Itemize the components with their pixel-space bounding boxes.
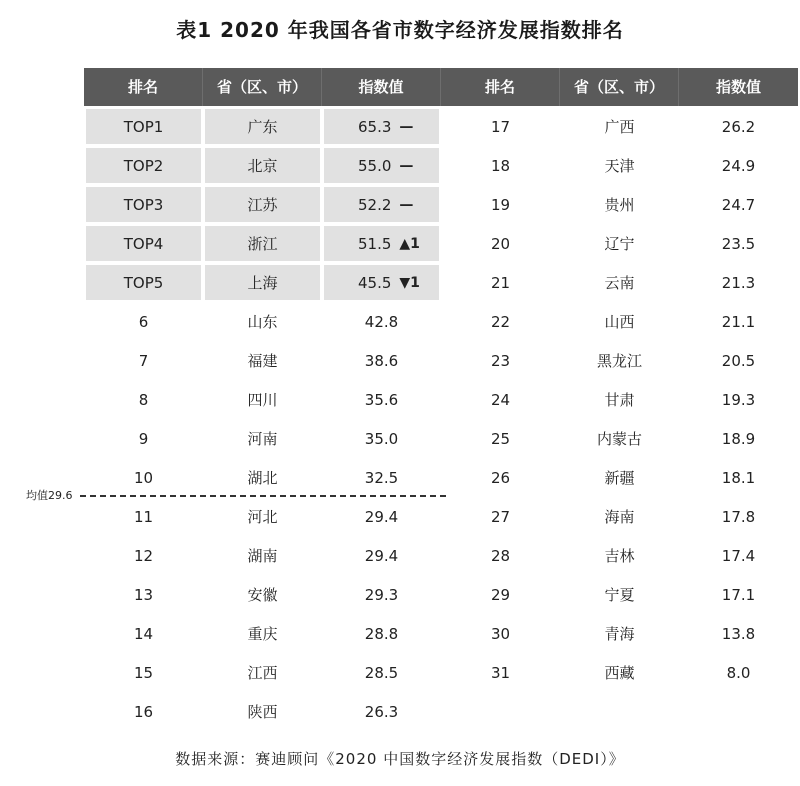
rank-cell: 8 — [138, 390, 149, 409]
province-cell: 黑龙江 — [596, 352, 642, 370]
table-row — [441, 497, 798, 536]
province-cell: 广西 — [604, 118, 635, 136]
index-value-cell — [679, 575, 798, 614]
province-cell: 陕西 — [247, 703, 278, 721]
mean-dashed-line — [80, 495, 446, 497]
province-cell: 海南 — [604, 508, 635, 526]
table-row — [84, 146, 441, 185]
province-cell: 河南 — [247, 430, 278, 448]
rank-cell: 21 — [490, 273, 511, 292]
province-cell: 广东 — [203, 107, 322, 146]
rank-cell: 10 — [133, 468, 154, 487]
rank-cell: 15 — [133, 663, 154, 682]
table-row — [441, 419, 798, 458]
index-value: 17.1 — [721, 585, 756, 604]
index-value: 17.8 — [721, 507, 756, 526]
province-cell: 内蒙古 — [596, 430, 642, 448]
table-row — [84, 614, 441, 653]
index-value-cell — [322, 224, 441, 263]
table-row — [84, 107, 441, 146]
index-value-cell — [322, 185, 441, 224]
index-value-cell — [679, 653, 798, 692]
index-value: 19.3 — [721, 390, 756, 409]
table-row — [441, 107, 798, 146]
index-value: 24.9 — [721, 156, 756, 175]
table-header — [84, 68, 798, 106]
index-value-cell — [679, 614, 798, 653]
rank-cell: 27 — [490, 507, 511, 526]
rank-cell: 30 — [490, 624, 511, 643]
index-value: 29.4 — [364, 507, 399, 526]
header-province: 省（区、市） — [203, 68, 322, 106]
table-row — [441, 224, 798, 263]
index-value-cell — [322, 146, 441, 185]
index-value: 42.8 — [364, 312, 399, 331]
table-row — [84, 224, 441, 263]
index-value-cell — [679, 536, 798, 575]
index-value-cell — [322, 302, 441, 341]
trend-marker: ▲1 — [399, 235, 420, 252]
header-rank: 排名 — [84, 68, 203, 106]
rank-cell: 13 — [133, 585, 154, 604]
province-cell: 浙江 — [203, 224, 322, 263]
index-value-cell — [322, 380, 441, 419]
table-row — [441, 146, 798, 185]
table-row — [84, 458, 441, 497]
index-value: 23.5 — [721, 234, 756, 253]
index-value-cell — [679, 458, 798, 497]
rank-cell: 31 — [490, 663, 511, 682]
table-row — [84, 419, 441, 458]
index-value: 29.3 — [364, 585, 399, 604]
left-table-body — [84, 107, 441, 731]
index-value: 17.4 — [721, 546, 756, 565]
rank-cell: 18 — [490, 156, 511, 175]
index-value-cell — [322, 653, 441, 692]
province-cell: 宁夏 — [604, 586, 635, 604]
rank-cell: TOP2 — [84, 146, 203, 185]
rank-cell: TOP5 — [84, 263, 203, 302]
province-cell: 福建 — [247, 352, 278, 370]
table-row — [84, 497, 441, 536]
index-value: 13.8 — [721, 624, 756, 643]
table-row — [84, 575, 441, 614]
province-cell: 上海 — [203, 263, 322, 302]
index-value: 32.5 — [364, 468, 399, 487]
mean-label: 均值29.6 — [26, 489, 73, 502]
rank-cell: TOP3 — [84, 185, 203, 224]
index-value: 26.3 — [364, 702, 399, 721]
rank-cell: 26 — [490, 468, 511, 487]
index-value-cell — [679, 380, 798, 419]
index-value-cell — [679, 107, 798, 146]
province-cell: 吉林 — [604, 547, 635, 565]
province-cell: 贵州 — [604, 196, 635, 214]
table-row — [441, 341, 798, 380]
rank-cell: 22 — [490, 312, 511, 331]
index-value-cell — [322, 497, 441, 536]
table-row — [441, 458, 798, 497]
table-row — [441, 575, 798, 614]
header-province: 省（区、市） — [560, 68, 679, 106]
index-value-cell — [322, 614, 441, 653]
table-row — [441, 653, 798, 692]
index-value-cell — [679, 146, 798, 185]
table-row — [441, 614, 798, 653]
trend-marker: — — [399, 157, 414, 174]
province-cell: 重庆 — [247, 625, 278, 643]
province-cell: 天津 — [604, 157, 635, 175]
index-value: 18.9 — [721, 429, 756, 448]
index-value-cell — [679, 341, 798, 380]
header-index-value: 指数值 — [322, 68, 441, 106]
index-value: 28.5 — [364, 663, 399, 682]
table-row — [84, 263, 441, 302]
index-value-cell — [679, 185, 798, 224]
province-cell: 山西 — [604, 313, 635, 331]
province-cell: 江苏 — [203, 185, 322, 224]
rank-cell: 29 — [490, 585, 511, 604]
index-value: 18.1 — [721, 468, 756, 487]
province-cell: 安徽 — [247, 586, 278, 604]
table-row — [84, 536, 441, 575]
province-cell: 青海 — [604, 625, 635, 643]
table-row — [441, 302, 798, 341]
rank-cell: 19 — [490, 195, 511, 214]
index-value-cell — [679, 302, 798, 341]
province-cell: 西藏 — [604, 664, 635, 682]
index-value-cell — [322, 263, 441, 302]
province-cell: 辽宁 — [604, 235, 635, 253]
rank-cell: 20 — [490, 234, 511, 253]
table-title: 表1 2020 年我国各省市数字经济发展指数排名 — [176, 18, 624, 42]
index-value-cell — [679, 419, 798, 458]
index-value-cell — [679, 224, 798, 263]
table-row — [441, 185, 798, 224]
rank-cell: 6 — [138, 312, 149, 331]
index-value-cell — [679, 263, 798, 302]
table-row — [441, 380, 798, 419]
province-cell: 江西 — [247, 664, 278, 682]
index-value: 51.5 — [358, 234, 392, 253]
right-table-body — [441, 107, 798, 692]
rank-cell: 11 — [133, 507, 154, 526]
rank-cell: 25 — [490, 429, 511, 448]
index-value: 28.8 — [364, 624, 399, 643]
trend-marker: — — [399, 118, 414, 135]
index-value: 26.2 — [721, 117, 756, 136]
index-value-cell — [322, 458, 441, 497]
table-row — [84, 302, 441, 341]
index-value: 45.5 — [358, 273, 392, 292]
index-value-cell — [322, 107, 441, 146]
index-value-cell — [679, 497, 798, 536]
index-value: 65.3 — [358, 117, 392, 136]
table-row — [84, 653, 441, 692]
province-cell: 四川 — [247, 391, 278, 409]
province-cell: 甘肃 — [604, 391, 635, 409]
table-row — [441, 263, 798, 302]
index-value: 8.0 — [726, 663, 751, 682]
table-row — [84, 341, 441, 380]
rank-cell: 9 — [138, 429, 149, 448]
province-cell: 河北 — [247, 508, 278, 526]
province-cell: 云南 — [604, 274, 635, 292]
table-row — [84, 692, 441, 731]
table-row — [84, 380, 441, 419]
index-value: 21.3 — [721, 273, 756, 292]
rank-cell: 16 — [133, 702, 154, 721]
index-value: 35.0 — [364, 429, 399, 448]
trend-marker: — — [399, 196, 414, 213]
province-cell: 北京 — [203, 146, 322, 185]
rank-cell: TOP1 — [84, 107, 203, 146]
rank-cell: TOP4 — [84, 224, 203, 263]
index-value-cell — [322, 692, 441, 731]
index-value-cell — [322, 419, 441, 458]
index-value: 55.0 — [358, 156, 392, 175]
rank-cell: 28 — [490, 546, 511, 565]
rank-cell: 24 — [490, 390, 511, 409]
index-value: 29.4 — [364, 546, 399, 565]
province-cell: 山东 — [247, 313, 278, 331]
index-value: 52.2 — [358, 195, 392, 214]
index-value: 35.6 — [364, 390, 399, 409]
rank-cell: 23 — [490, 351, 511, 370]
trend-marker: ▼1 — [399, 274, 420, 291]
table-row — [441, 536, 798, 575]
rank-cell: 17 — [490, 117, 511, 136]
table-row — [84, 185, 441, 224]
index-value: 20.5 — [721, 351, 756, 370]
province-cell: 湖北 — [247, 469, 278, 487]
index-value-cell — [322, 536, 441, 575]
index-value: 24.7 — [721, 195, 756, 214]
index-value: 38.6 — [364, 351, 399, 370]
rank-cell: 7 — [138, 351, 149, 370]
header-index-value: 指数值 — [715, 78, 761, 96]
header-rank: 排名 — [441, 68, 560, 106]
rank-cell: 14 — [133, 624, 154, 643]
rank-cell: 12 — [133, 546, 154, 565]
index-value-cell — [322, 575, 441, 614]
source-note: 数据来源：赛迪顾问《2020 中国数字经济发展指数（DEDI）》 — [175, 750, 625, 768]
province-cell: 新疆 — [604, 469, 635, 487]
index-value-cell — [322, 341, 441, 380]
province-cell: 湖南 — [247, 547, 278, 565]
index-value: 21.1 — [721, 312, 756, 331]
